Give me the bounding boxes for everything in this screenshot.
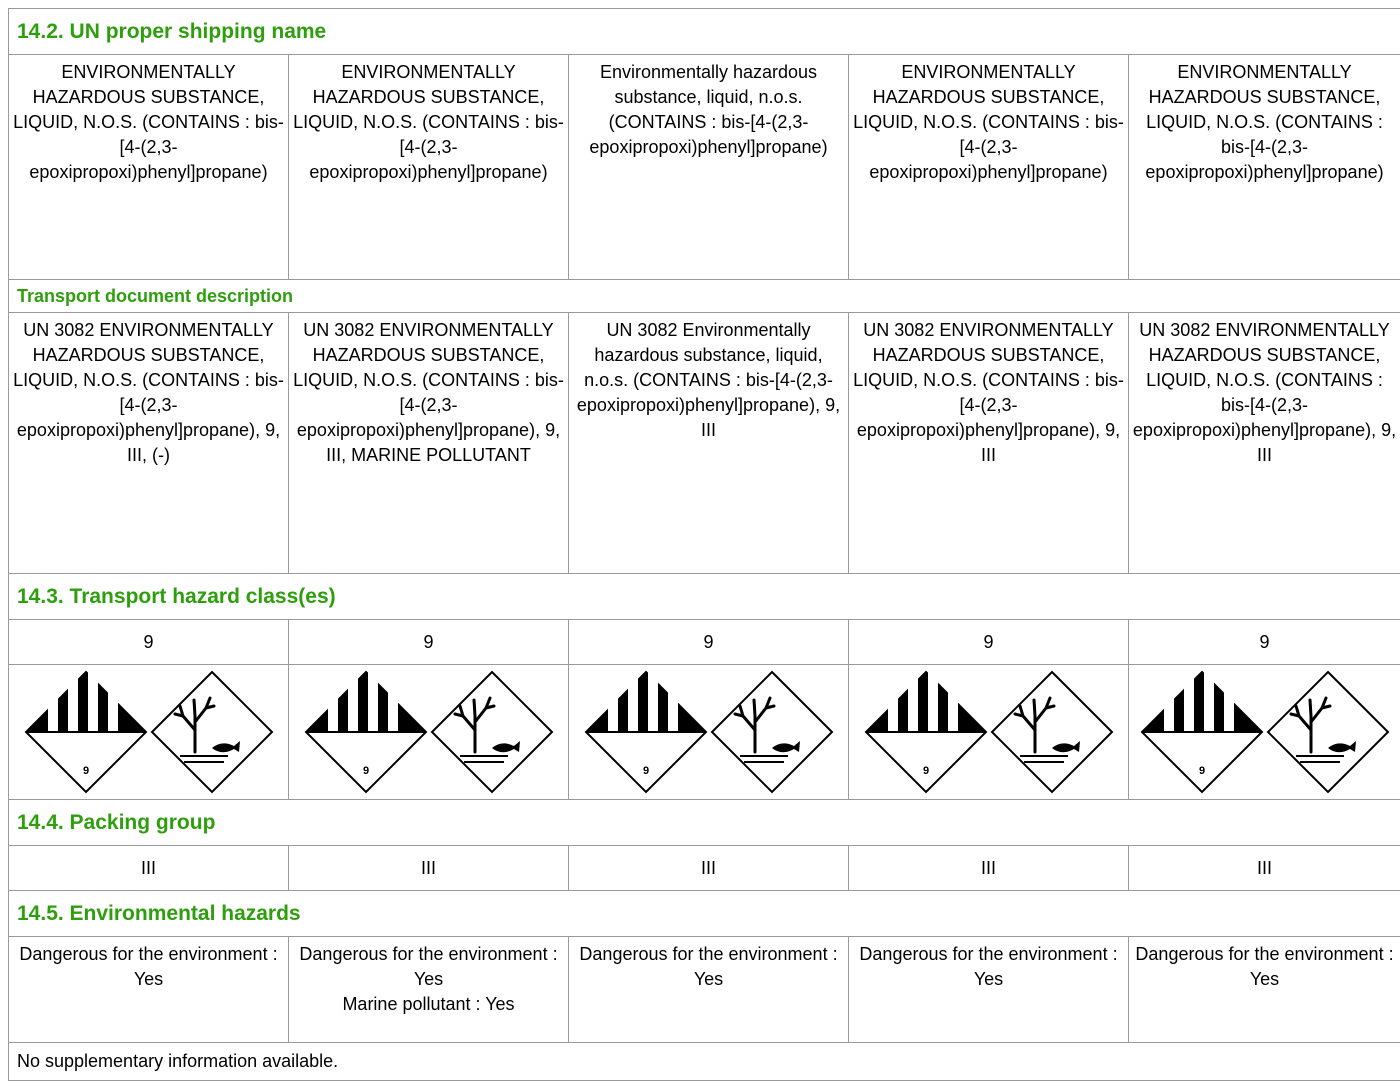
hazard-pictograms xyxy=(304,670,554,794)
hazard-pictograms xyxy=(24,670,274,794)
class-9-placard-icon xyxy=(306,670,426,792)
document-description-cell: UN 3082 Environmentally hazardous substance, liquid, n.o.s. (CONTAINS : bis-[4-(2,3-epoxipropoxi)phenyl]propane), 9, III xyxy=(569,313,849,574)
shipping-name-cell: ENVIRONMENTALLY HAZARDOUS SUBSTANCE, LIQUID, N.O.S. (CONTAINS : bis-[4-(2,3-epoxipropoxi)phenyl]propane) xyxy=(849,55,1129,280)
shipping-name-cell: ENVIRONMENTALLY HAZARDOUS SUBSTANCE, LIQUID, N.O.S. (CONTAINS : bis-[4-(2,3-epoxipropoxi)phenyl]propane) xyxy=(1129,55,1400,280)
environmental-hazard-mark-icon xyxy=(432,672,552,792)
section-header-document-description xyxy=(9,280,1400,313)
environment-danger-text: Dangerous for the environment : Yes xyxy=(290,942,567,992)
hazard-pictogram-cell xyxy=(569,665,849,800)
environmental-hazards-row xyxy=(9,937,1400,1043)
environment-danger-text: Dangerous for the environment : Yes xyxy=(1130,942,1399,992)
svg-text:9: 9 xyxy=(82,765,88,777)
environmental-hazard-cell xyxy=(9,937,289,1043)
section-title-shipping-name: 14.2. UN proper shipping name xyxy=(9,9,1400,55)
section-title-environmental-hazards: 14.5. Environmental hazards xyxy=(9,891,1400,937)
hazard-pictograms xyxy=(584,670,834,794)
environmental-hazard-cell xyxy=(569,937,849,1043)
marine-pollutant-text: Marine pollutant : Yes xyxy=(290,992,567,1017)
transport-info-table xyxy=(8,8,1400,1081)
class-9-placard-icon xyxy=(26,670,146,792)
environment-danger-text: Dangerous for the environment : Yes xyxy=(570,942,847,992)
supplementary-info-row xyxy=(9,1043,1400,1081)
class-9-placard-icon xyxy=(586,670,706,792)
hazard-pictogram-row xyxy=(9,665,1400,800)
document-description-cell: UN 3082 ENVIRONMENTALLY HAZARDOUS SUBSTANCE, LIQUID, N.O.S. (CONTAINS : bis-[4-(2,3-epoxipropoxi)phenyl]propane), 9, III, (-) xyxy=(9,313,289,574)
supplementary-info-text: No supplementary information available. xyxy=(9,1043,1400,1081)
packing-group-cell: III xyxy=(849,846,1129,891)
hazard-class-cell: 9 xyxy=(849,620,1129,665)
environmental-hazard-mark-icon xyxy=(1268,672,1388,792)
document-description-cell: UN 3082 ENVIRONMENTALLY HAZARDOUS SUBSTANCE, LIQUID, N.O.S. (CONTAINS : bis-[4-(2,3-epoxipropoxi)phenyl]propane), 9, III xyxy=(1129,313,1400,574)
packing-group-row xyxy=(9,846,1400,891)
packing-group-cell: III xyxy=(1129,846,1400,891)
section-header-packing-group xyxy=(9,800,1400,846)
section-title-hazard-class: 14.3. Transport hazard class(es) xyxy=(9,574,1400,620)
class-9-placard-icon xyxy=(866,670,986,792)
environmental-hazard-mark-icon xyxy=(152,672,272,792)
hazard-pictogram-cell xyxy=(289,665,569,800)
shipping-name-cell: ENVIRONMENTALLY HAZARDOUS SUBSTANCE, LIQUID, N.O.S. (CONTAINS : bis-[4-(2,3-epoxipropoxi)phenyl]propane) xyxy=(9,55,289,280)
environmental-hazard-mark-icon xyxy=(712,672,832,792)
svg-text:9: 9 xyxy=(642,765,648,777)
hazard-pictogram-cell xyxy=(1129,665,1400,800)
hazard-class-cell: 9 xyxy=(9,620,289,665)
hazard-pictograms xyxy=(1140,670,1390,794)
svg-text:9: 9 xyxy=(362,765,368,777)
packing-group-cell: III xyxy=(569,846,849,891)
hazard-pictogram-cell xyxy=(849,665,1129,800)
hazard-pictograms xyxy=(864,670,1114,794)
packing-group-cell: III xyxy=(289,846,569,891)
hazard-class-cell: 9 xyxy=(1129,620,1400,665)
shipping-name-cell: Environmentally hazardous substance, liquid, n.o.s. (CONTAINS : bis-[4-(2,3-epoxipropoxi)phenyl]propane) xyxy=(569,55,849,280)
hazard-class-row xyxy=(9,620,1400,665)
section-header-shipping-name xyxy=(9,9,1400,55)
document-description-cell: UN 3082 ENVIRONMENTALLY HAZARDOUS SUBSTANCE, LIQUID, N.O.S. (CONTAINS : bis-[4-(2,3-epoxipropoxi)phenyl]propane), 9, III, MARINE POLLUTANT xyxy=(289,313,569,574)
environmental-hazard-mark-icon xyxy=(992,672,1112,792)
environment-danger-text: Dangerous for the environment : Yes xyxy=(850,942,1127,992)
section-title-document-description: Transport document description xyxy=(9,280,1400,313)
environmental-hazard-cell xyxy=(849,937,1129,1043)
packing-group-cell: III xyxy=(9,846,289,891)
section-header-hazard-class xyxy=(9,574,1400,620)
class-9-placard-icon xyxy=(1142,670,1262,792)
environment-danger-text: Dangerous for the environment : Yes xyxy=(10,942,287,992)
svg-text:9: 9 xyxy=(922,765,928,777)
shipping-name-row xyxy=(9,55,1400,280)
section-header-environmental-hazards xyxy=(9,891,1400,937)
document-description-cell: UN 3082 ENVIRONMENTALLY HAZARDOUS SUBSTANCE, LIQUID, N.O.S. (CONTAINS : bis-[4-(2,3-epoxipropoxi)phenyl]propane), 9, III xyxy=(849,313,1129,574)
hazard-pictogram-cell xyxy=(9,665,289,800)
section-title-packing-group: 14.4. Packing group xyxy=(9,800,1400,846)
environmental-hazard-cell xyxy=(1129,937,1400,1043)
svg-text:9: 9 xyxy=(1198,765,1204,777)
hazard-class-cell: 9 xyxy=(289,620,569,665)
shipping-name-cell: ENVIRONMENTALLY HAZARDOUS SUBSTANCE, LIQUID, N.O.S. (CONTAINS : bis-[4-(2,3-epoxipropoxi)phenyl]propane) xyxy=(289,55,569,280)
hazard-class-cell: 9 xyxy=(569,620,849,665)
document-description-row xyxy=(9,313,1400,574)
environmental-hazard-cell xyxy=(289,937,569,1043)
